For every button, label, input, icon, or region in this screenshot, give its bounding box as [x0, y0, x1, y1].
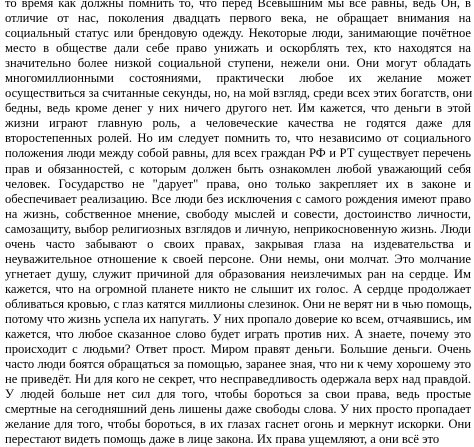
text-line: перестают видеть помощь даже в лице закона. Их права ущемляют, а они всё это	[5, 432, 440, 447]
text-line: бедны, ведь кроме денег у них ничего другого нет. Им кажется, что деньги в этой	[5, 101, 471, 116]
text-line: значительно более низкой социальной ступени, нежели они. Они могут обладать	[5, 56, 471, 71]
text-line: социальный статус или брендовую одежду. Некоторые люди, занимающие почётное	[5, 26, 471, 41]
text-line: место в обществе дали себе право унижать и оскорблять тех, кто находятся на	[5, 41, 471, 56]
text-line: обливаться кровью, с глаз катятся миллионы слезинок. Они не верят ни в чью помощь,	[5, 296, 472, 311]
text-line: угнетает душу, служит причиной для образования неизлечимых ран на сердце. Им	[5, 266, 471, 281]
text-line: кажется, что на огромной планете никто не слышит их голос. А сердце продолжает	[5, 281, 471, 296]
text-line: положения люди между собой равны, для всех граждан РФ и РТ существует перечень	[5, 146, 471, 161]
text-line: многомиллионными состояниями, практически любое их желание может	[5, 71, 471, 86]
text-line: то время как должны помнить то, что перед Всевышним мы все равны, ведь Он, в	[5, 0, 471, 10]
text-line: неуважительное отношение к своей персоне. Они немы, они молчат. Это молчание	[5, 251, 471, 266]
text-line: не приведёт. Ни для кого не секрет, что несправедливость одержала верх над правдой.	[5, 372, 471, 387]
text-line: самозащиту, выбор религиозных взглядов и личную, неприкосновенную жизнь. Люди	[5, 221, 471, 236]
text-line: на жизнь, собственное мнение, свободу мыслей и совести, достоинство личности,	[5, 206, 471, 221]
text-line: часто люди боятся обращаться за помощью, заранее зная, что ни к чему хорошему это	[5, 357, 471, 372]
text-line: смертные на сегодняшний день лишены даже свободы слова. У них просто пропадает	[5, 402, 471, 417]
text-line: осуществиться за считанные секунды, но, на мой взгляд, среди всех этих богатств, они	[5, 86, 473, 101]
text-line: очень часто забывают о своих правах, закрывая глаза на издевательства и	[5, 236, 471, 251]
text-line: желание для того, чтобы бороться, в их глазах гаснет огонь и меркнут искорки. Они	[5, 417, 471, 432]
text-line: второстепенных ролей. Но им следует помнить то, что независимо от социального	[5, 131, 471, 146]
text-line: кажется, что любое сказанное слово будет играть против них. А знаете, почему это	[5, 327, 471, 342]
text-line: потому что жизнь успела их напугать. У них пропало доверие ко всем, отчаявшись, им	[5, 311, 472, 326]
text-line: прав и обязанностей, с которым должен быть ознакомлен любой уважающий себя	[5, 161, 471, 176]
text-line: обеспечивает реализацию. Все люди без исключения с самого рождения имеют право	[5, 191, 471, 206]
text-line: человек. Государство не "дарует" права, оно только закрепляет их в законе и	[5, 176, 471, 191]
text-line: У людей больше нет сил для того, чтобы бороться за свои права, ведь простые	[5, 387, 471, 402]
essay-text	[5, 0, 471, 447]
text-line: происходит с людьми? Ответ прост. Миром правят деньги. Большие деньги. Очень	[5, 342, 471, 357]
text-line: жизни играют главную роль, а человеческие качества не годятся даже для	[5, 116, 471, 131]
text-line: отличие от нас, поколения двадцать первого века, не обращает внимания на	[5, 11, 471, 26]
